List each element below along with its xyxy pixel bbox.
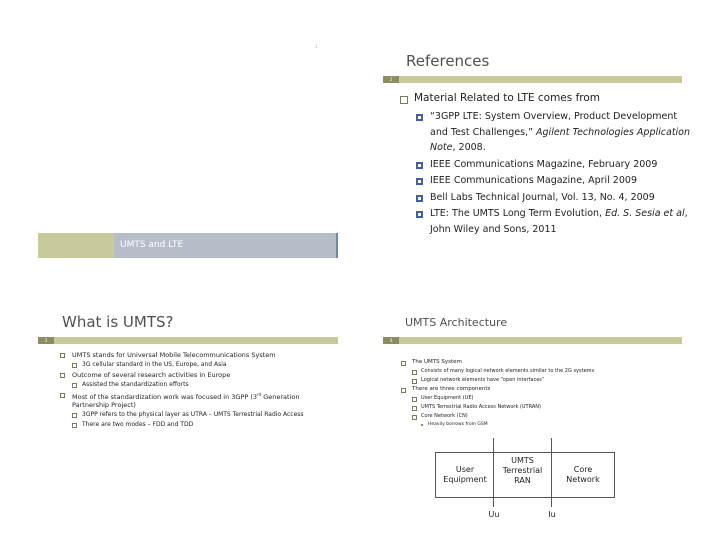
what-item-2: Outcome of several research activities in Europe	[60, 371, 335, 379]
slide-2-bar	[383, 76, 682, 83]
slide-3-bar	[38, 337, 338, 344]
what-sub-3-1: 3GPP refers to the physical layer as UTRA – UMTS Terrestrial Radio Access	[72, 411, 335, 419]
arch-sub-2-3: Core Network (CN)	[412, 413, 681, 420]
slide-2-content	[400, 92, 692, 238]
arch-sub-1-2: Logical network elements have “open interfaces”	[412, 377, 681, 384]
ref-item-2: IEEE Communications Magazine, February 2009	[416, 157, 692, 173]
slide-2-number: 2	[383, 76, 399, 83]
ue-ran-line-top	[493, 438, 494, 452]
slide-2-title: References	[406, 52, 490, 70]
what-item-3: Most of the standardization work was focused in 3GPP (3rd Generation Partnership Project)	[60, 391, 335, 409]
slide-4-number: 4	[383, 337, 399, 344]
arch-sub-1-1: Consists of many logical network elements similar to the 2G systems	[412, 368, 681, 375]
ran-cn-line-top	[551, 438, 552, 452]
section-title-box	[114, 233, 338, 258]
uu-interface-label: Uu	[488, 510, 500, 519]
ue-label: User Equipment	[443, 465, 487, 484]
slide-4-bar	[383, 337, 682, 344]
ref-heading: Material Related to LTE comes from	[400, 92, 692, 104]
slide-3-content	[60, 351, 335, 431]
ref-item-1: “3GPP LTE: System Overview, Product Development and Test Challenges,” Agilent Technologies Application Note, 2008.	[416, 109, 692, 156]
slide-1-marker: 1	[315, 44, 318, 49]
slide-3-title: What is UMTS?	[62, 313, 174, 331]
what-item-1: UMTS stands for Universal Mobile Telecommunications System	[60, 351, 335, 359]
cn-label: Core Network	[566, 465, 600, 484]
what-sub-3-2: There are two modes – FDD and TDD	[72, 421, 335, 429]
slide-4-title: UMTS Architecture	[405, 316, 508, 329]
arch-item-2: There are three components	[401, 386, 681, 393]
ref-item-5: LTE: The UMTS Long Term Evolution, Ed. S. Sesia et al, John Wiley and Sons, 2011	[416, 206, 692, 237]
ref-item-4: Bell Labs Technical Journal, Vol. 13, No. 4, 2009	[416, 190, 692, 206]
what-sub-1-1: 3G cellular standard in the US, Europe, and Asia	[72, 361, 335, 369]
slide-3-number: 3	[38, 337, 54, 344]
iu-interface-label: Iu	[548, 510, 556, 519]
arch-subsub-1: Heavily borrows from GSM	[421, 422, 681, 428]
arch-sub-2-2: UMTS Terrestrial Radio Access Network (UTRAN)	[412, 404, 681, 411]
ran-label: UMTS Terrestrial RAN	[502, 456, 543, 485]
slide-4-content	[401, 359, 681, 428]
section-title: UMTS and LTE	[120, 240, 184, 250]
what-sub-2-1: Assisted the standardization efforts	[72, 381, 335, 389]
arch-sub-2-1: User Equipment (UE)	[412, 395, 681, 402]
arch-item-1: The UMTS System	[401, 359, 681, 366]
ref-item-3: IEEE Communications Magazine, April 2009	[416, 173, 692, 189]
